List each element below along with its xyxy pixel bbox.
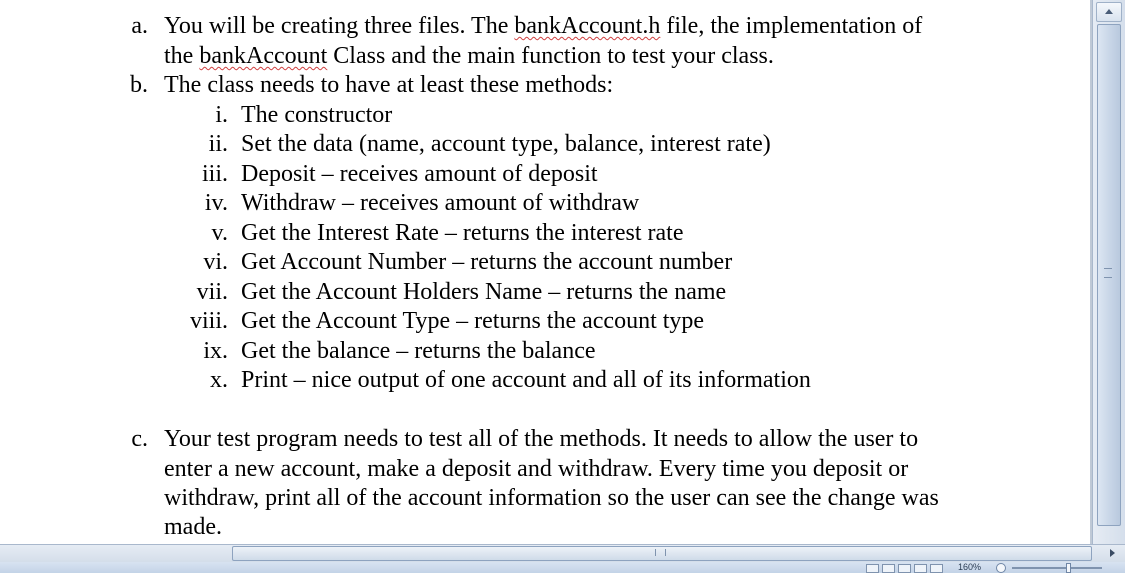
list-marker: b. [130, 72, 148, 98]
list-item-a-line-2 [164, 42, 774, 70]
text-run: Class and the main function to test your class. [327, 43, 774, 69]
sublist-marker: iv. [204, 190, 228, 216]
sublist-marker: vi. [203, 249, 228, 275]
outline-view-icon[interactable] [914, 564, 927, 573]
list-item-a-line-1 [164, 12, 922, 40]
grip-icon [1104, 268, 1112, 278]
web-layout-view-icon[interactable] [898, 564, 911, 573]
zoom-level[interactable]: 160% [958, 562, 982, 572]
sublist-marker: ix. [203, 338, 228, 364]
sublist-item: Get the Account Type – returns the account type [241, 308, 705, 334]
full-screen-reading-view-icon[interactable] [882, 564, 895, 573]
list-marker: a. [131, 13, 148, 39]
grip-icon [655, 549, 666, 556]
sublist-marker: iii. [201, 161, 228, 187]
misspelled-word: bankAccount [199, 43, 328, 69]
sublist-marker: ii. [208, 131, 228, 157]
sublist-marker: v. [211, 220, 228, 246]
misspelled-word: bankAccount.h [514, 13, 661, 39]
sublist-item: Deposit – receives amount of deposit [241, 161, 598, 187]
sublist-item: Get the Interest Rate – returns the interest rate [241, 220, 684, 246]
text-run: file, the implementation of [660, 13, 923, 39]
sublist-marker: i. [215, 102, 228, 128]
list-item-c-line-2: enter a new account, make a deposit and withdraw. Every time you deposit or [164, 456, 909, 482]
sublist-item: Withdraw – receives amount of withdraw [241, 190, 640, 216]
zoom-out-icon[interactable] [996, 563, 1006, 573]
print-layout-view-icon[interactable] [866, 564, 879, 573]
scroll-right-arrow-icon[interactable] [1103, 545, 1123, 561]
list-marker: c. [131, 426, 148, 452]
sublist-item: Set the data (name, account type, balance, interest rate) [241, 131, 771, 157]
sublist-item: The constructor [241, 102, 393, 128]
zoom-slider-thumb[interactable] [1066, 563, 1071, 573]
sublist-item: Get the Account Holders Name – returns the name [241, 279, 727, 305]
list-item-c-line-1: Your test program needs to test all of the methods. It needs to allow the user to [164, 426, 919, 452]
list-item-c-line-3: withdraw, print all of the account information so the user can see the change was [164, 485, 939, 511]
zoom-slider[interactable] [1012, 567, 1102, 569]
sublist-item: Print – nice output of one account and all of its information [241, 367, 811, 393]
text-run: You will be creating three files. The [164, 13, 515, 39]
draft-view-icon[interactable] [930, 564, 943, 573]
sublist-item: Get the balance – returns the balance [241, 338, 596, 364]
sublist-marker: viii. [189, 308, 228, 334]
list-item-b: The class needs to have at least these methods: [164, 72, 614, 98]
sublist-marker: x. [210, 367, 228, 393]
text-run: the [164, 43, 200, 69]
status-bar [0, 562, 1125, 573]
sublist-marker: vii. [196, 279, 228, 305]
sublist-item: Get Account Number – returns the account number [241, 249, 733, 275]
list-item-c-line-4: made. [164, 514, 222, 540]
scroll-up-arrow-icon[interactable] [1096, 2, 1122, 22]
